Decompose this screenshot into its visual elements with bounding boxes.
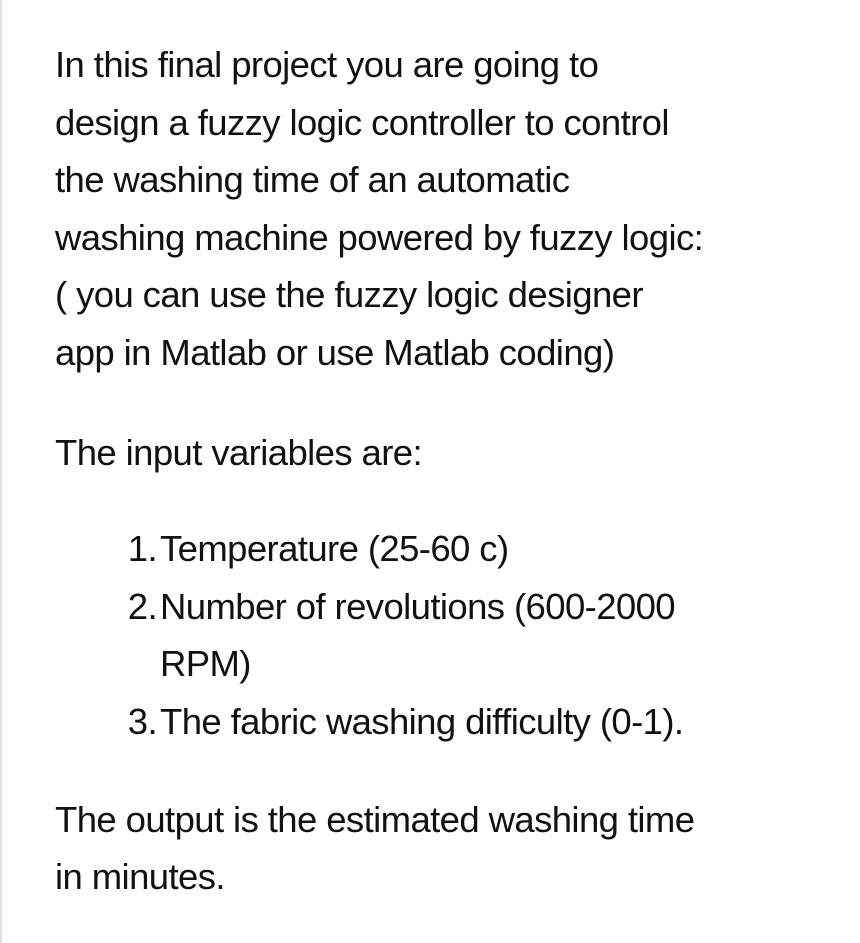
list-item — [55, 578, 810, 693]
list-item-number: 1. — [127, 528, 157, 570]
list-item-text: Temperature (25-60 c) — [160, 528, 509, 570]
intro-paragraph: In this final project you are going to design a fuzzy logic controller to control the washing time of an automatic washing machine powered by fuzzy logic: ( you can use the fuzzy logic designer app in Matlab or use Matlab coding) — [55, 44, 704, 373]
page-edge-divider — [0, 0, 2, 943]
inputs-heading: The input variables are: — [55, 431, 423, 473]
list-item-text: Number of revolutions (600-2000 RPM) — [160, 585, 675, 685]
list-item-number: 3. — [127, 700, 157, 742]
list-item-number: 2. — [127, 585, 157, 627]
document-body — [55, 36, 855, 906]
list-item-text: The fabric washing difficulty (0-1). — [160, 700, 684, 742]
list-item — [55, 693, 810, 751]
input-variables-list — [55, 520, 855, 750]
list-item — [55, 520, 810, 578]
output-paragraph: The output is the estimated washing time in minutes. — [55, 798, 695, 898]
